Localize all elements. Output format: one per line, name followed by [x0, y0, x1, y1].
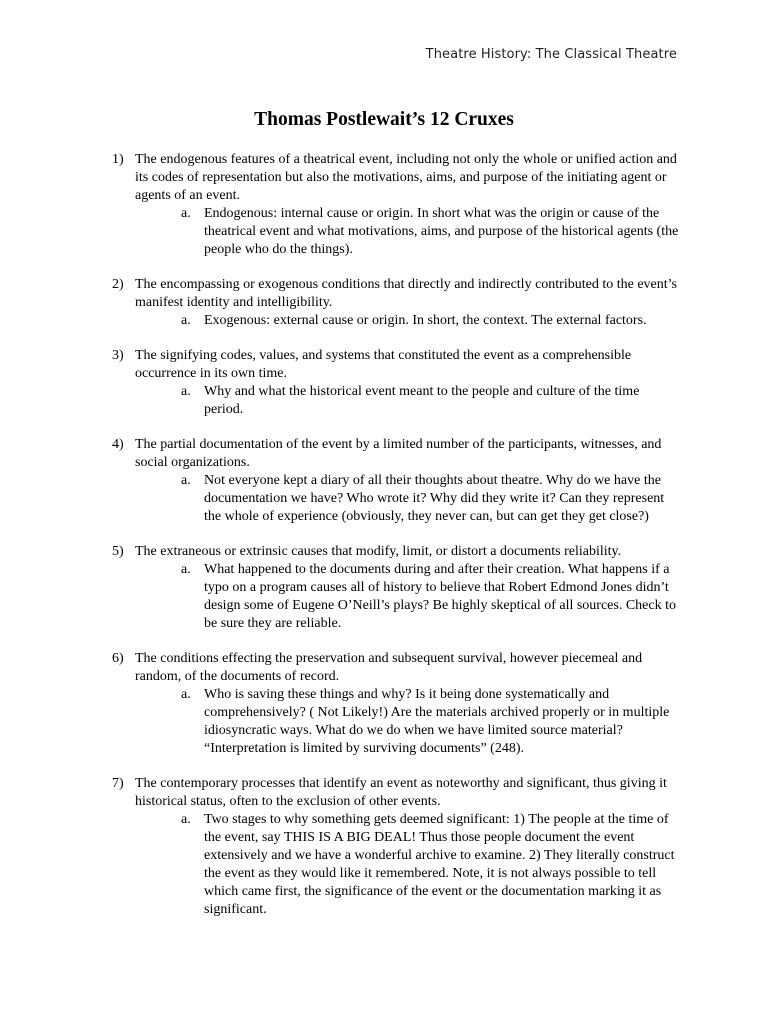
item-number: 1): [112, 152, 124, 167]
sub-item-letter: a.: [181, 206, 191, 221]
cruxes-list: [112, 151, 682, 936]
item-number: 2): [112, 277, 124, 292]
list-item: [112, 543, 682, 633]
list-item: [112, 151, 682, 259]
item-number: 5): [112, 544, 124, 559]
page-title: Thomas Postlewait’s 12 Cruxes: [254, 109, 514, 130]
sub-item-letter: a.: [181, 812, 191, 827]
sub-item-letter: a.: [181, 384, 191, 399]
item-number: 3): [112, 348, 124, 363]
sub-item: [135, 312, 682, 330]
sub-item-letter: a.: [181, 313, 191, 328]
list-item: [112, 775, 682, 919]
sub-item: [135, 383, 682, 419]
sub-item: [135, 686, 682, 758]
item-text: The partial documentation of the event by a limited number of the participants, witnesses, and social organizations.: [135, 437, 662, 470]
item-number: 7): [112, 776, 124, 791]
sub-item-letter: a.: [181, 562, 191, 577]
item-text: The extraneous or extrinsic causes that modify, limit, or distort a documents reliability.: [135, 544, 622, 559]
item-text: The contemporary processes that identify an event as noteworthy and significant, thus giving it historical status, often to the exclusion of other events.: [135, 776, 667, 809]
sub-item-letter: a.: [181, 687, 191, 702]
list-item: [112, 650, 682, 758]
item-text: The signifying codes, values, and systems that constituted the event as a comprehensible occurrence in its own time.: [135, 348, 632, 381]
list-item: [112, 347, 682, 419]
item-text: The conditions effecting the preservation and subsequent survival, however piecemeal and random, of the documents of record.: [135, 651, 643, 684]
item-text: The encompassing or exogenous conditions that directly and indirectly contributed to the event’s manifest identity and intelligibility.: [135, 277, 677, 310]
sub-item-text: What happened to the documents during and after their creation. What happens if a typo on a program causes all of history to believe that Robert Edmond Jones didn’t design some of Eugene O’Neill’s plays? Be highly skeptical of all sources. Check to be sure they are reliable.: [204, 562, 677, 631]
list-item: [112, 436, 682, 526]
sub-item: [135, 472, 682, 526]
sub-item-letter: a.: [181, 473, 191, 488]
running-header: Theatre History: The Classical Theatre: [425, 47, 677, 62]
list-item: [112, 276, 682, 330]
sub-item: [135, 205, 682, 259]
sub-item: [135, 811, 682, 919]
sub-item-text: Why and what the historical event meant to the people and culture of the time period.: [204, 384, 640, 417]
sub-item-text: Two stages to why something gets deemed significant: 1) The people at the time of the event, say THIS IS A BIG DEAL! Thus those people document the event extensively and we have a wonderful archive to examine. 2) They literally construct the event as they would like it remembered. Note, it is not always possible to tell which came first, the significance of the event or the documentation marking it as significant.: [204, 812, 675, 917]
sub-item-text: Who is saving these things and why? Is it being done systematically and comprehensively? ( Not Likely!) Are the materials archived properly or in multiple idiosyncratic ways. What do we do when we have limited source material? “Interpretation is limited by surviving documents” (248).: [204, 687, 670, 756]
item-text: The endogenous features of a theatrical event, including not only the whole or unified action and its codes of representation but also the motivations, aims, and purpose of the initiating agent or agents of an event.: [135, 152, 677, 203]
sub-item-text: Endogenous: internal cause or origin. In short what was the origin or cause of the theatrical event and what motivations, aims, and purpose of the historical agents (the people who do the things).: [204, 206, 679, 257]
sub-item-text: Not everyone kept a diary of all their thoughts about theatre. Why do we have the documentation we have? Who wrote it? Why did they write it? Can they represent the whole of experience (obviously, they never can, but can get they get close?): [204, 473, 665, 524]
sub-item: [135, 561, 682, 633]
item-number: 6): [112, 651, 124, 666]
item-number: 4): [112, 437, 124, 452]
sub-item-text: Exogenous: external cause or origin. In short, the context. The external factors.: [204, 313, 647, 328]
